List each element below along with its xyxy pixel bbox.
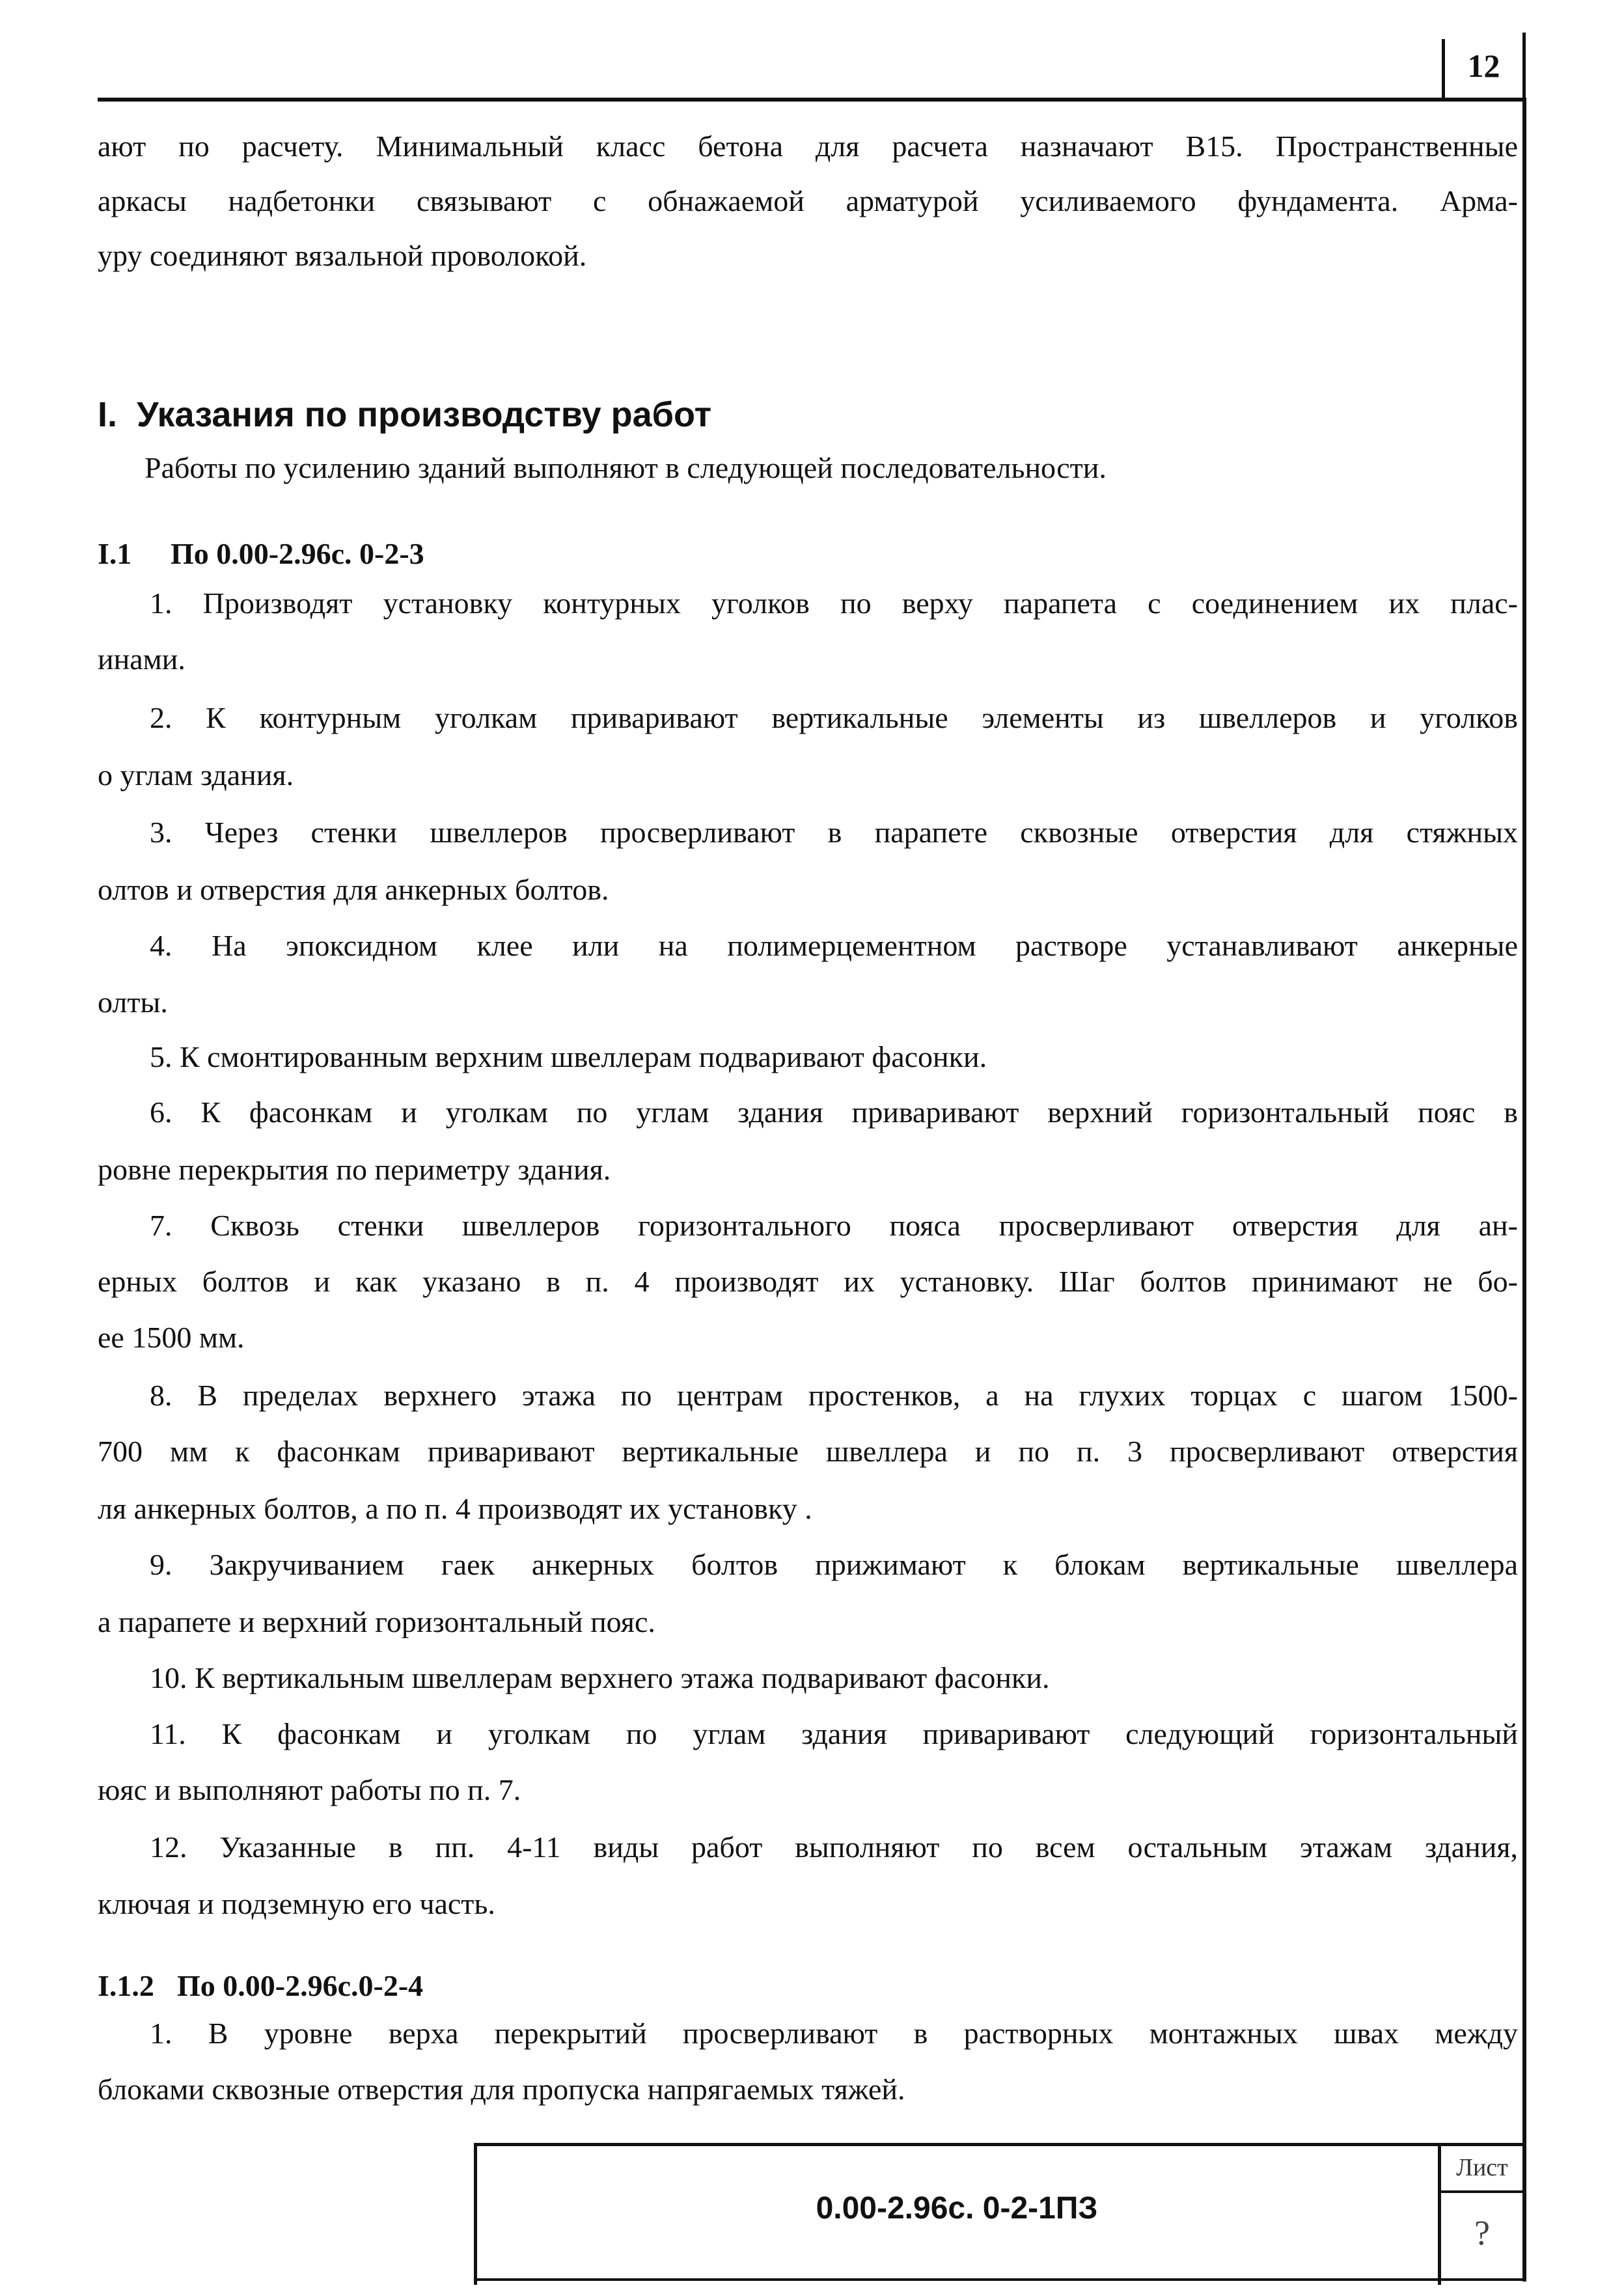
step-9-line-1: 9. Закручиванием гаек анкерных болтов прижимают к блокам вертикальные швеллера xyxy=(150,1548,1518,1581)
page-number: 12 xyxy=(1467,48,1500,84)
title-block-top-line xyxy=(474,2143,1526,2146)
sub2-step-1-line-2: блоками сквозные отверстия для пропуска напрягаемых тяжей. xyxy=(98,2073,905,2106)
sheet-label: Лист xyxy=(1456,2154,1508,2181)
subsection1-number: I.1 xyxy=(98,537,132,570)
page-number-box-right xyxy=(1522,33,1526,102)
intro-line-2: аркасы надбетонки связывают с обнажаемой арматурой усиливаемого фундамента. Арма- xyxy=(98,184,1518,217)
step-7-line-2: ерных болтов и как указано в п. 4 производят их установку. Шаг болтов принимают не бо- xyxy=(98,1265,1518,1298)
subsection1-title: По 0.00-2.96с. 0-2-3 xyxy=(171,537,424,570)
sub2-step-1-line-1: 1. В уровне верха перекрытий просверливают в растворных монтажных швах между xyxy=(150,2017,1518,2050)
step-8-line-1: 8. В пределах верхнего этажа по центрам простенков, а на глухих торцах с шагом 1500- xyxy=(150,1379,1518,1412)
step-4-line-1: 4. На эпоксидном клее или на полимерцементном растворе устанавливают анкерные xyxy=(150,929,1518,962)
step-6-line-1: 6. К фасонкам и уголкам по углам здания приваривают верхний горизонтальный пояс в xyxy=(150,1096,1518,1129)
step-10-line-1: 10. К вертикальным швеллерам верхнего этажа подваривают фасонки. xyxy=(150,1661,1050,1694)
title-block-bottom-line xyxy=(474,2278,1526,2281)
step-7-line-1: 7. Сквозь стенки швеллеров горизонтального пояса просверливают отверстия для ан- xyxy=(150,1209,1518,1242)
step-5-line-1: 5. К смонтированным верхним швеллерам подваривают фасонки. xyxy=(150,1040,987,1073)
page-number-box-left xyxy=(1442,39,1445,102)
step-2-line-1: 2. К контурным уголкам приваривают вертикальные элементы из швеллеров и уголков xyxy=(150,701,1518,734)
subsection2-number: I.1.2 xyxy=(98,1969,154,2002)
title-block-left-line xyxy=(474,2143,477,2285)
step-4-line-2: олты. xyxy=(98,986,168,1019)
step-11-line-2: юяс и выполняют работы по п. 7. xyxy=(98,1773,521,1806)
step-9-line-2: а парапете и верхний горизонтальный пояс. xyxy=(98,1605,655,1638)
subsection2-title: По 0.00-2.96с.0-2-4 xyxy=(177,1969,424,2002)
sheet-number: ? xyxy=(1474,2213,1490,2252)
section-number: I. xyxy=(98,395,118,434)
step-1-line-1: 1. Производят установку контурных уголков по верху парапета с соединением их плас- xyxy=(150,586,1518,620)
intro-line-1: ают по расчету. Минимальный класс бетона для расчета назначают В15. Пространственные xyxy=(98,130,1518,163)
step-7-line-3: ее 1500 мм. xyxy=(98,1321,245,1354)
step-8-line-3: ля анкерных болтов, а по п. 4 производят их установку . xyxy=(98,1492,812,1525)
step-6-line-2: ровне перекрытия по периметру здания. xyxy=(98,1153,611,1186)
section-lead: Работы по усилению зданий выполняют в следующей последовательности. xyxy=(145,451,1107,484)
document-code: 0.00-2.96с. 0-2-1ПЗ xyxy=(816,2191,1098,2226)
section-title: Указания по производству работ xyxy=(137,395,712,434)
intro-line-3: уру соединяют вязальной проволокой. xyxy=(98,239,587,272)
step-2-line-2: о углам здания. xyxy=(98,758,294,792)
frame-top-line xyxy=(98,98,1526,102)
title-block-sheet-divider xyxy=(1438,2190,1526,2193)
step-3-line-1: 3. Через стенки швеллеров просверливают в парапете сквозные отверстия для стяжных xyxy=(150,816,1518,849)
step-12-line-1: 12. Указанные в пп. 4-11 виды работ выполняют по всем остальным этажам здания, xyxy=(150,1830,1518,1864)
step-1-line-2: инами. xyxy=(98,642,186,676)
step-3-line-2: олтов и отверстия для анкерных болтов. xyxy=(98,873,609,906)
step-11-line-1: 11. К фасонкам и уголкам по углам здания приваривают следующий горизонтальный xyxy=(150,1717,1518,1750)
frame-right-line xyxy=(1522,98,1526,2282)
step-8-line-2: 700 мм к фасонкам приваривают вертикальные швеллера и по п. 3 просверливают отверстия xyxy=(98,1435,1518,1468)
step-12-line-2: ключая и подземную его часть. xyxy=(98,1887,495,1920)
